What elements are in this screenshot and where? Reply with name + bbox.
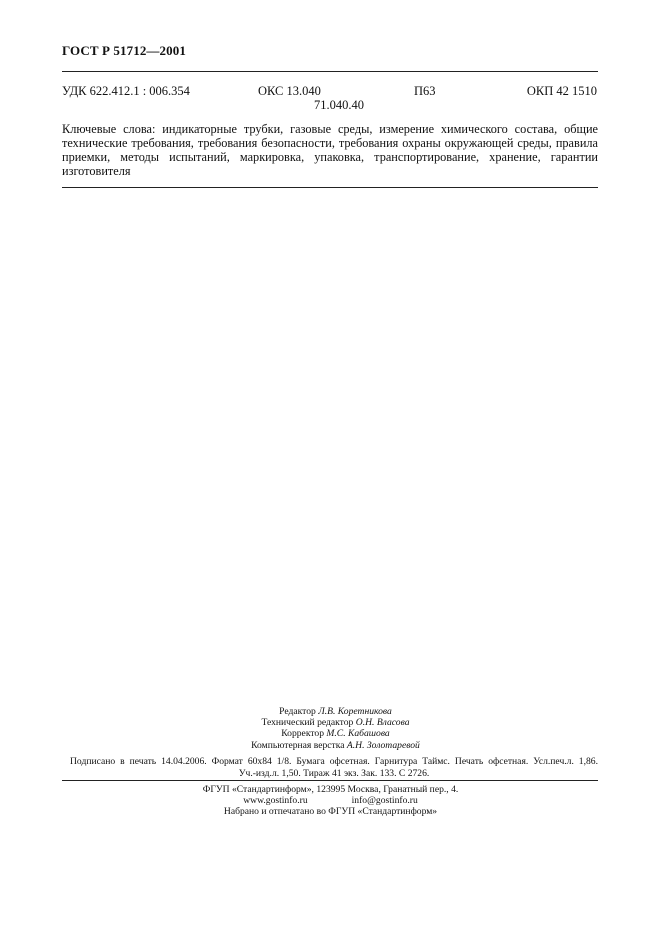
document-header-title: ГОСТ Р 51712—2001: [62, 43, 186, 58]
group-code: П63: [414, 84, 436, 98]
credit-editor-name: Л.В. Коретникова: [318, 706, 392, 717]
oks-code-primary: ОКС 13.040: [258, 84, 321, 98]
publisher-website: www.gostinfo.ru: [243, 794, 308, 806]
credit-tech-editor: [0, 717, 661, 728]
credit-corrector: [0, 728, 661, 739]
udk-code: УДК 622.412.1 : 006.354: [62, 84, 190, 98]
credits-block: [0, 706, 661, 751]
credit-layout-name: А.Н. Золотаревой: [346, 739, 420, 751]
credit-layout-label: Компьютерная верстка: [251, 739, 345, 751]
publisher-address: ФГУП «Стандартинформ», 123995 Москва, Гранатный пер., 4.: [202, 784, 459, 795]
oks-code-secondary: 71.040.40: [314, 98, 364, 112]
credit-corrector-name: М.С. Кабашова: [326, 728, 390, 740]
oks-codes: [256, 84, 364, 112]
credit-tech-editor-label: Технический редактор: [261, 717, 354, 729]
header-divider: [62, 71, 598, 72]
keywords-paragraph: Ключевые слова: индикаторные трубки, газовые среды, измерение химического состава, общие технические требования, требования безопасности, требования охраны окружающей среды, правила приемки, методы испытаний, маркировка, упаковка, транспортирование, хранение, гарантии изготовителя: [62, 122, 598, 178]
okp-code: ОКП 42 1510: [526, 84, 597, 98]
credit-tech-editor-name: О.Н. Власова: [355, 717, 410, 729]
credit-layout: [0, 740, 661, 751]
publisher-email: info@gostinfo.ru: [351, 794, 418, 806]
credit-editor-label: Редактор: [279, 706, 316, 717]
publisher-contacts: [0, 796, 661, 807]
publisher-printed-by: Набрано и отпечатано во ФГУП «Стандартинформ»: [223, 805, 438, 817]
publisher-block: [0, 785, 661, 817]
printing-line-1: Подписано в печать 14.04.2006. Формат 60x84 1/8. Бумага офсетная. Гарнитура Таймс. Печать офсетная. Усл.печ.л. 1,86.: [70, 756, 598, 767]
printing-line-2: Уч.-изд.л. 1,50. Тираж 41 экз. Зак. 133. С 2726.: [238, 768, 430, 779]
printing-info: [70, 756, 598, 780]
keywords-divider: [62, 187, 598, 188]
credit-corrector-label: Корректор: [281, 728, 325, 740]
footer-divider: [62, 780, 598, 781]
credit-editor: [0, 706, 661, 717]
